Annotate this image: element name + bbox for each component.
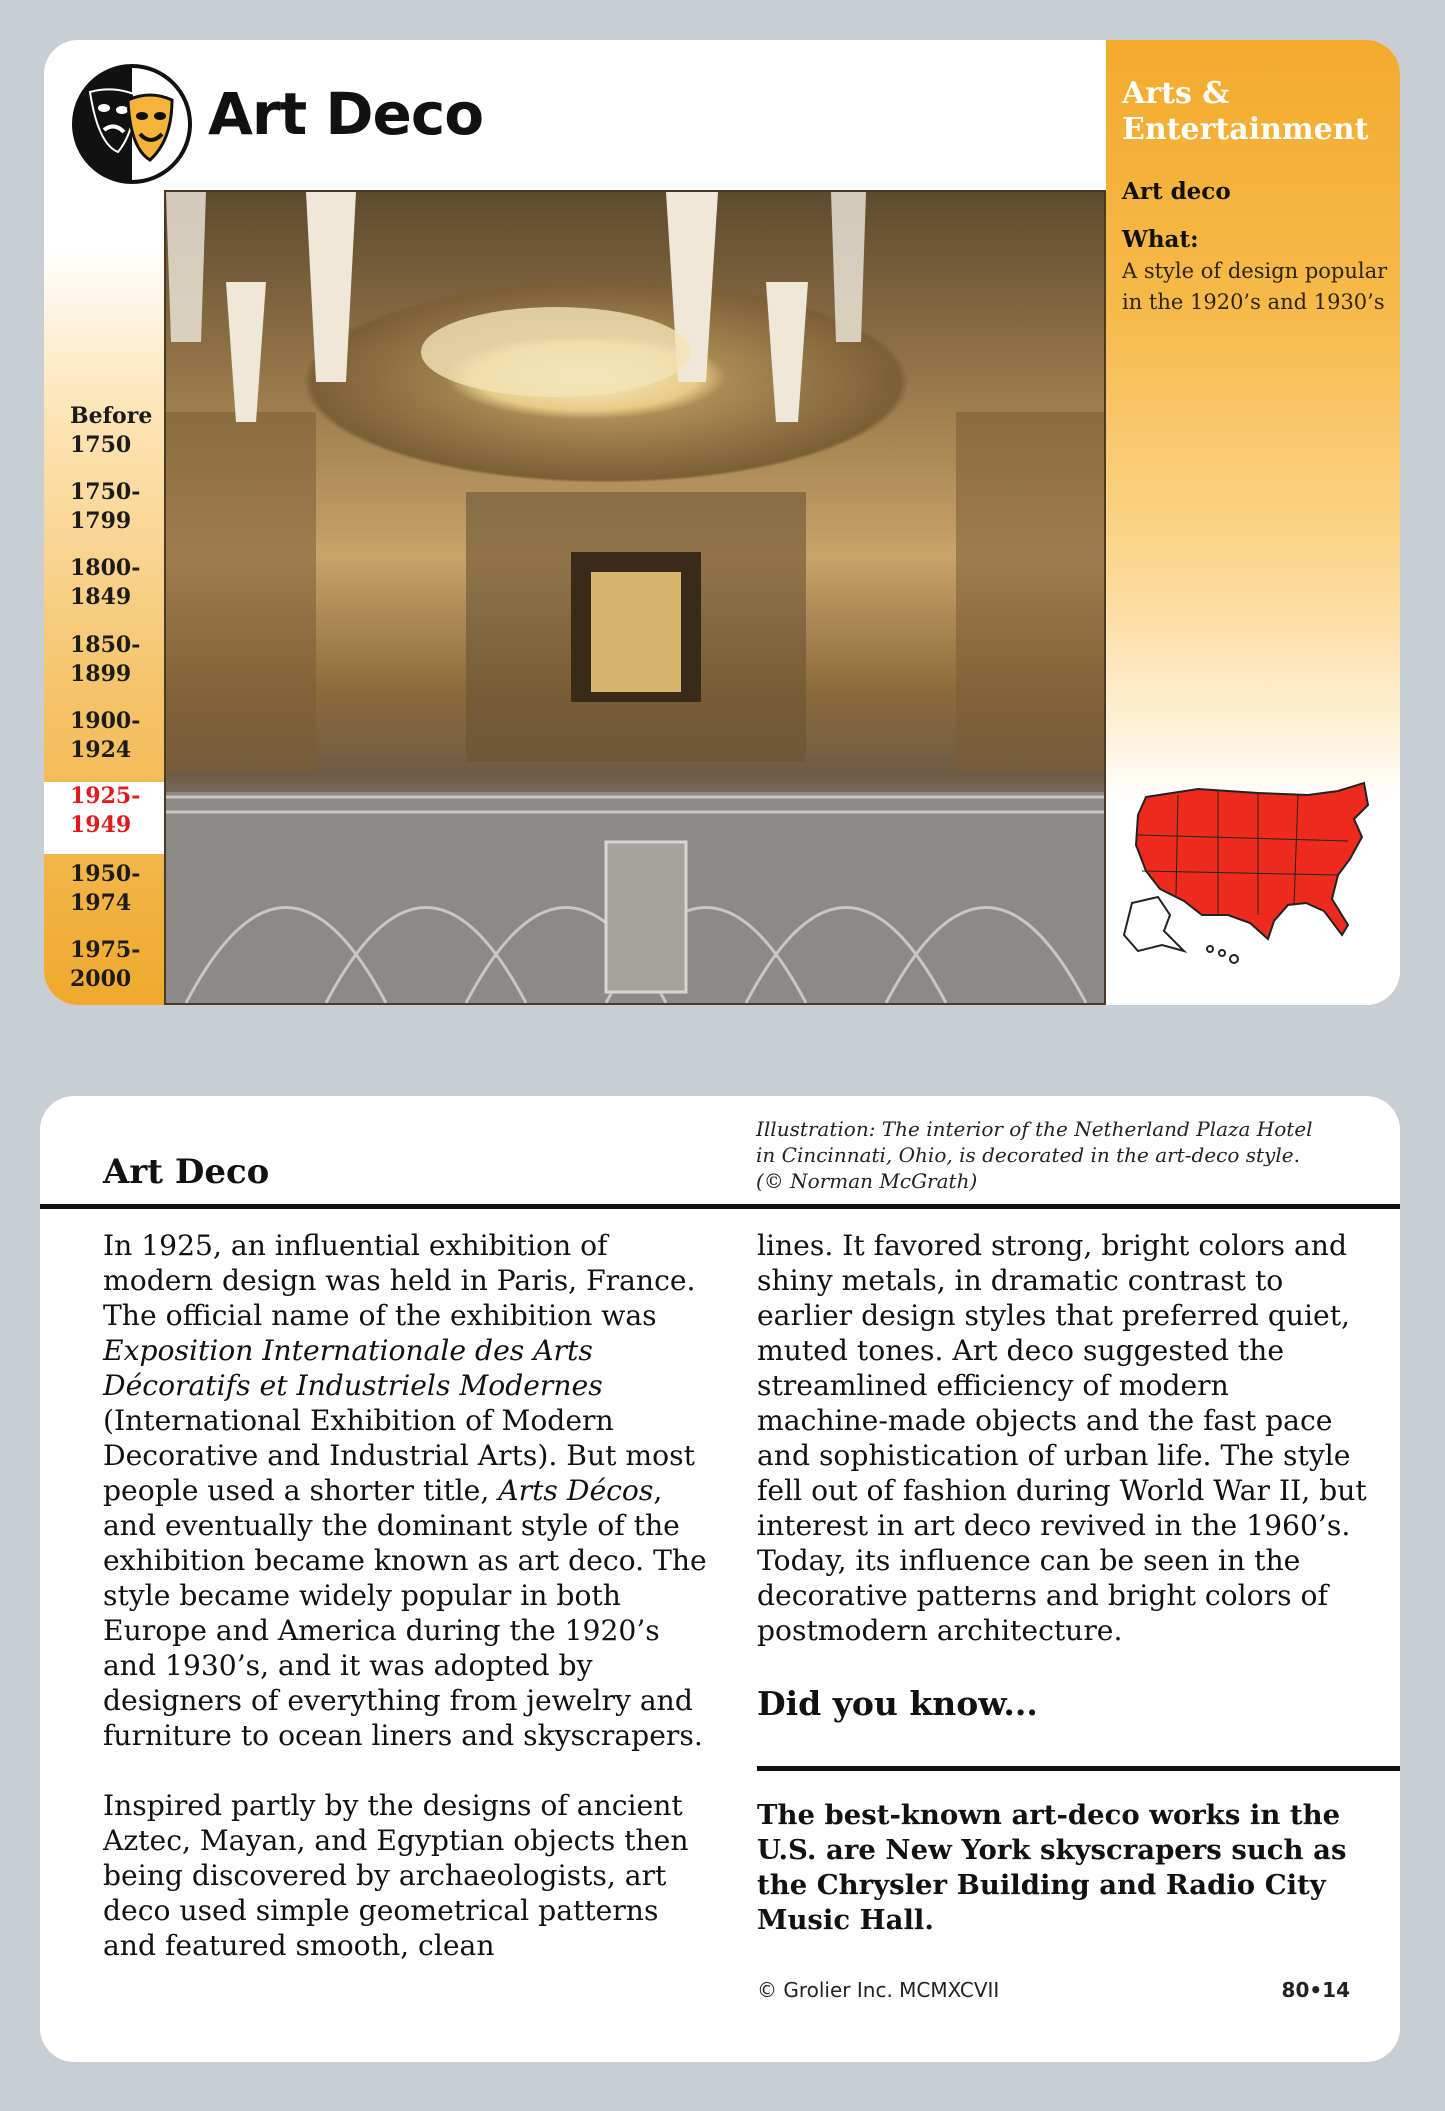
card-number: 80•14	[1281, 1978, 1350, 2002]
what-description: A style of design popular in the 1920’s and 1930’s	[1122, 259, 1388, 314]
era-1850-1899	[44, 631, 165, 703]
era-label: 1849	[70, 584, 132, 610]
copyright: © Grolier Inc. MCMXCVII	[757, 1978, 1000, 2002]
era-before-1750	[44, 402, 165, 474]
era-label: 1750-	[70, 479, 141, 505]
body-text: (International Exhibition of Modern Decorative and Industrial Arts). But most people used a shorter title,	[103, 1404, 695, 1507]
photo-caption	[756, 1116, 1356, 1194]
category-title: Arts & Entertainment	[1122, 76, 1369, 147]
era-1800-1849	[44, 554, 165, 626]
era-label: 1949	[70, 812, 132, 838]
body-paragraph-2: Inspired partly by the designs of ancient Aztec, Mayan, and Egyptian objects then being discovered by archaeologists, art deco used simple geometrical patterns and featured smooth, clean	[103, 1789, 689, 1962]
exhibition-name: Exposition Internationale des Arts Décoratifs et Industriels Modernes	[103, 1334, 603, 1402]
short-title: Arts Décos	[498, 1474, 654, 1507]
era-label: 1924	[70, 737, 132, 763]
did-you-know-rule	[757, 1766, 1400, 1771]
era-label: 1800-	[70, 555, 141, 581]
header-rule	[40, 1204, 1400, 1209]
info-sidebar	[1106, 40, 1400, 1005]
era-1750-1799	[44, 478, 165, 550]
body-paragraph-1	[103, 1228, 713, 1753]
era-label: Before	[70, 403, 153, 429]
back-title: Art Deco	[103, 1152, 270, 1192]
body-text: In 1925, an influential exhibition of modern design was held in Paris, France. The official name of the exhibition was	[103, 1229, 696, 1332]
subject-label: Art deco	[1122, 178, 1231, 205]
us-map	[1118, 775, 1388, 975]
era-label: 1900-	[70, 708, 141, 734]
era-label: 1750	[70, 432, 132, 458]
front-title: Art Deco	[208, 80, 484, 148]
caption-line: in Cincinnati, Ohio, is decorated in the art-deco style.	[756, 1143, 1300, 1167]
did-you-know-text: The best-known art-deco works in the U.S. are New York skyscrapers such as the Chrysler Building and Radio City Music Hall.	[757, 1799, 1347, 1936]
era-label: 1974	[70, 890, 132, 916]
era-1900-1924	[44, 707, 165, 779]
era-label: 1899	[70, 661, 132, 687]
era-label: 1799	[70, 508, 132, 534]
era-1975-2000	[44, 936, 165, 1005]
body-column-1	[103, 1228, 713, 1998]
caption-line: Illustration: The interior of the Netherland Plaza Hotel	[756, 1117, 1313, 1141]
caption-line: (© Norman McGrath)	[756, 1169, 978, 1193]
era-1950-1974	[44, 860, 165, 932]
era-timeline	[44, 190, 165, 1005]
body-paragraph-3: lines. It favored strong, bright colors and shiny metals, in dramatic contrast to earlier design styles that preferred quiet, muted tones. Art deco suggested the streamlined efficiency of modern machine-made objects and the fast pace and sophistication of urban life. The style fell out of fashion during World War II, but interest in art deco revived in the 1960’s. Today, its influence can be seen in the decorative patterns and bright colors of postmodern architecture.	[757, 1229, 1367, 1647]
era-label: 1850-	[70, 632, 141, 658]
era-label: 1925-	[70, 783, 141, 809]
body-text: , and eventually the dominant style of the exhibition became known as art deco. The style became widely popular in both Europe and America during the 1920’s and 1930’s, and it was adopted by designers of everything from jewelry and furniture to ocean liners and skyscrapers.	[103, 1474, 707, 1752]
era-label: 1975-	[70, 937, 141, 963]
did-you-know-heading: Did you know...	[757, 1684, 1038, 1723]
hotel-interior-photo	[164, 190, 1106, 1005]
era-label: 1950-	[70, 861, 141, 887]
body-column-2	[757, 1228, 1367, 1683]
back-card	[40, 1096, 1400, 2062]
era-label: 2000	[70, 966, 132, 992]
theater-masks-icon	[68, 60, 196, 188]
photo-illustration	[166, 192, 1104, 1003]
what-label: What:	[1122, 226, 1199, 253]
era-1925-1949-active	[44, 782, 165, 854]
front-card	[44, 40, 1400, 1005]
